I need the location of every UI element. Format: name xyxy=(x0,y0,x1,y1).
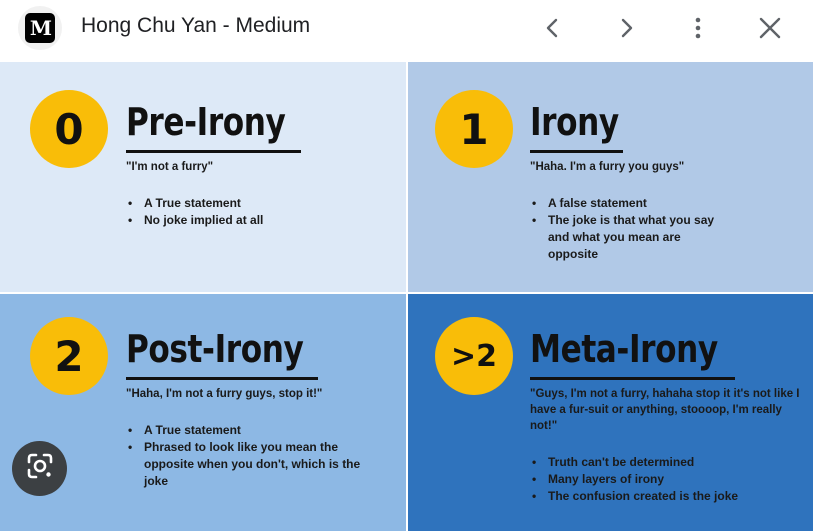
irony-levels-image[interactable] xyxy=(0,62,813,531)
google-lens-icon xyxy=(26,452,54,485)
chevron-right-icon xyxy=(614,16,638,40)
title-underline xyxy=(126,150,301,153)
level-quote: "I'm not a furry" xyxy=(126,161,214,173)
level-bullets xyxy=(530,454,805,505)
page-title[interactable]: Hong Chu Yan - Medium xyxy=(81,14,311,37)
level-title: Irony xyxy=(530,100,619,144)
bullet-item: • No joke implied at all xyxy=(126,212,386,229)
bullet-item: • A false statement xyxy=(530,195,730,212)
level-quote: "Guys, I'm not a furry, hahaha stop it it's not like I have a fur-suit or anything, stoooop, I'm really not!" xyxy=(530,388,800,432)
level-2-panel xyxy=(0,294,406,531)
level-0-panel xyxy=(0,62,406,292)
forward-button[interactable] xyxy=(606,8,646,48)
level-title: Post-Irony xyxy=(126,327,304,371)
level-bullets xyxy=(530,195,730,263)
bullet-item: • Phrased to look like you mean the opposite when you don't, which is the joke xyxy=(126,439,376,490)
level-badge: 2 xyxy=(30,317,108,395)
level-bullets xyxy=(126,422,376,490)
level-bullets xyxy=(126,195,386,229)
more-vert-icon xyxy=(686,16,710,40)
chevron-left-icon xyxy=(541,16,565,40)
title-underline xyxy=(530,377,735,380)
level-badge: >2 xyxy=(435,317,513,395)
close-icon xyxy=(758,16,782,40)
bullet-item: • The confusion created is the joke xyxy=(530,488,805,505)
bullet-item: • A True statement xyxy=(126,422,376,439)
back-button[interactable] xyxy=(533,8,573,48)
google-lens-button[interactable] xyxy=(12,441,67,496)
bullet-item: • A True statement xyxy=(126,195,386,212)
bullet-item: • Many layers of irony xyxy=(530,471,805,488)
title-underline xyxy=(126,377,318,380)
level-quote: "Haha, I'm not a furry guys, stop it!" xyxy=(126,388,323,400)
level-quote: "Haha. I'm a furry you guys" xyxy=(530,161,685,173)
medium-logo[interactable] xyxy=(18,6,62,50)
more-options-button[interactable] xyxy=(678,8,718,48)
medium-logo-mark: M xyxy=(25,13,55,43)
level-badge: 1 xyxy=(435,90,513,168)
level-badge: 0 xyxy=(30,90,108,168)
level-3-panel xyxy=(408,294,813,531)
title-underline xyxy=(530,150,623,153)
level-title: Meta-Irony xyxy=(530,327,718,371)
close-button[interactable] xyxy=(750,8,790,48)
level-title: Pre-Irony xyxy=(126,100,286,144)
bullet-item: • Truth can't be determined xyxy=(530,454,805,471)
bullet-item: • The joke is that what you say and what you mean are opposite xyxy=(530,212,730,263)
level-1-panel xyxy=(408,62,813,292)
viewer-header xyxy=(0,0,821,62)
